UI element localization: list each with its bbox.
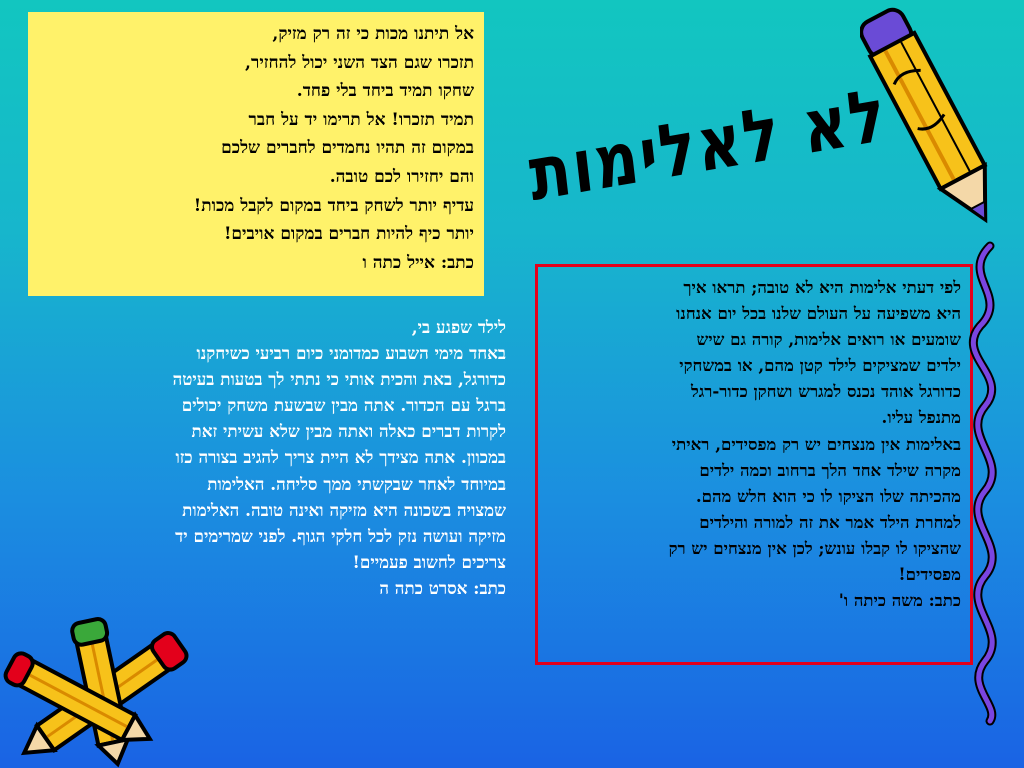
essay-author: כתב: משה כיתה ו' bbox=[838, 590, 961, 611]
poem-line: תזכרו שגם הצד השני יכול להחזיר, bbox=[245, 52, 474, 73]
essay-line: שומעים או רואים אלימות, קורה גם שיש bbox=[696, 329, 961, 350]
essay-line: מהכיתה שלו הציקו לו כי הוא חלש מהם. bbox=[695, 485, 961, 506]
poem-line: עדיף יותר לשחק ביחד במקום לקבל מכות! bbox=[193, 195, 474, 216]
letter-greeting: לילד שפגע בי, bbox=[411, 317, 506, 337]
letter-line: באחד מימי השבוע כמדומני כיום רביעי כשיחקנו bbox=[196, 343, 506, 364]
letter-line: כדורגל, באת והכית אותי כי נתתי לך בטעות בעיטה bbox=[172, 369, 506, 390]
essay-box bbox=[535, 264, 973, 665]
crossed-pencils-icon bbox=[0, 614, 210, 768]
poem-line: במקום זה תהיו נחמדים לחברים שלכם bbox=[221, 138, 474, 159]
poem-author: כתב: אייל כתה ו bbox=[362, 252, 474, 273]
letter-line: לקרות דברים כאלה ואתה מבין שלא עשיתי זאת bbox=[191, 421, 506, 442]
essay-line: כדורגל אוהד נכנס למגרש ושחקן כדור-רגל bbox=[690, 381, 961, 402]
essay-line: באלימות אין מנצחים יש רק מפסידים, ראיתי bbox=[671, 433, 961, 454]
essay-line: היא משפיעה על העולם שלנו בכל יום אנחנו bbox=[676, 303, 961, 324]
essay-line: למחרת הילד אמר את זה למורה והילדים bbox=[699, 511, 961, 532]
letter-text bbox=[36, 314, 506, 601]
letter-author: כתב: אסרט כתה ה bbox=[379, 577, 506, 598]
squiggle-decoration bbox=[950, 236, 1020, 726]
poem-line: והם יחזירו לכם טובה. bbox=[329, 166, 474, 187]
essay-line: מפסידים! bbox=[898, 564, 961, 585]
page-title: לא לאלימות bbox=[524, 71, 892, 219]
letter-line: צריכים לחשוב פעמיים! bbox=[352, 551, 506, 572]
poem-line: שחקו תמיד ביחד בלי פחד. bbox=[296, 81, 474, 102]
essay-line: ילדים שמציקים לילד קטן מהם, או במשחקי bbox=[679, 355, 961, 376]
letter-line: במכוון. אתה מצידך לא היית צריך להגיב בצורה כזו bbox=[175, 447, 506, 468]
letter-line: מזיקה ועושה נזק לכל חלקי הגוף. לפני שמרימים יד bbox=[175, 525, 506, 546]
poem-line: תמיד תזכרו! אל תרימו יד על חבר bbox=[248, 109, 474, 130]
essay-line: מקרה שילד אחד הלך ברחוב וכמה ילדים bbox=[699, 459, 961, 480]
letter-line: ברגל עם הכדור. אתה מבין שבשעת משחק יכולים bbox=[181, 395, 506, 416]
poem-line: יותר כיף להיות חברים במקום אויבים! bbox=[223, 224, 474, 245]
poem-box bbox=[28, 12, 484, 296]
letter-line: שמצויה בשכונה היא מזיקה ואינה טובה. האלימות bbox=[182, 499, 506, 520]
essay-line: לפי דעתי אלימות היא לא טובה; תראו איך bbox=[683, 277, 961, 297]
essay-line: מתנפל עליו. bbox=[881, 407, 961, 428]
poem-line: אל תיתנו מכות כי זה רק מזיק, bbox=[272, 24, 474, 44]
letter-line: במיוחד לאחר שבקשתי ממך סליחה. האלימות bbox=[207, 473, 506, 494]
essay-line: שהציקו לו קבלו עונש; לכן אין מנצחים יש רק bbox=[668, 537, 961, 558]
pencil-icon bbox=[860, 0, 1010, 250]
